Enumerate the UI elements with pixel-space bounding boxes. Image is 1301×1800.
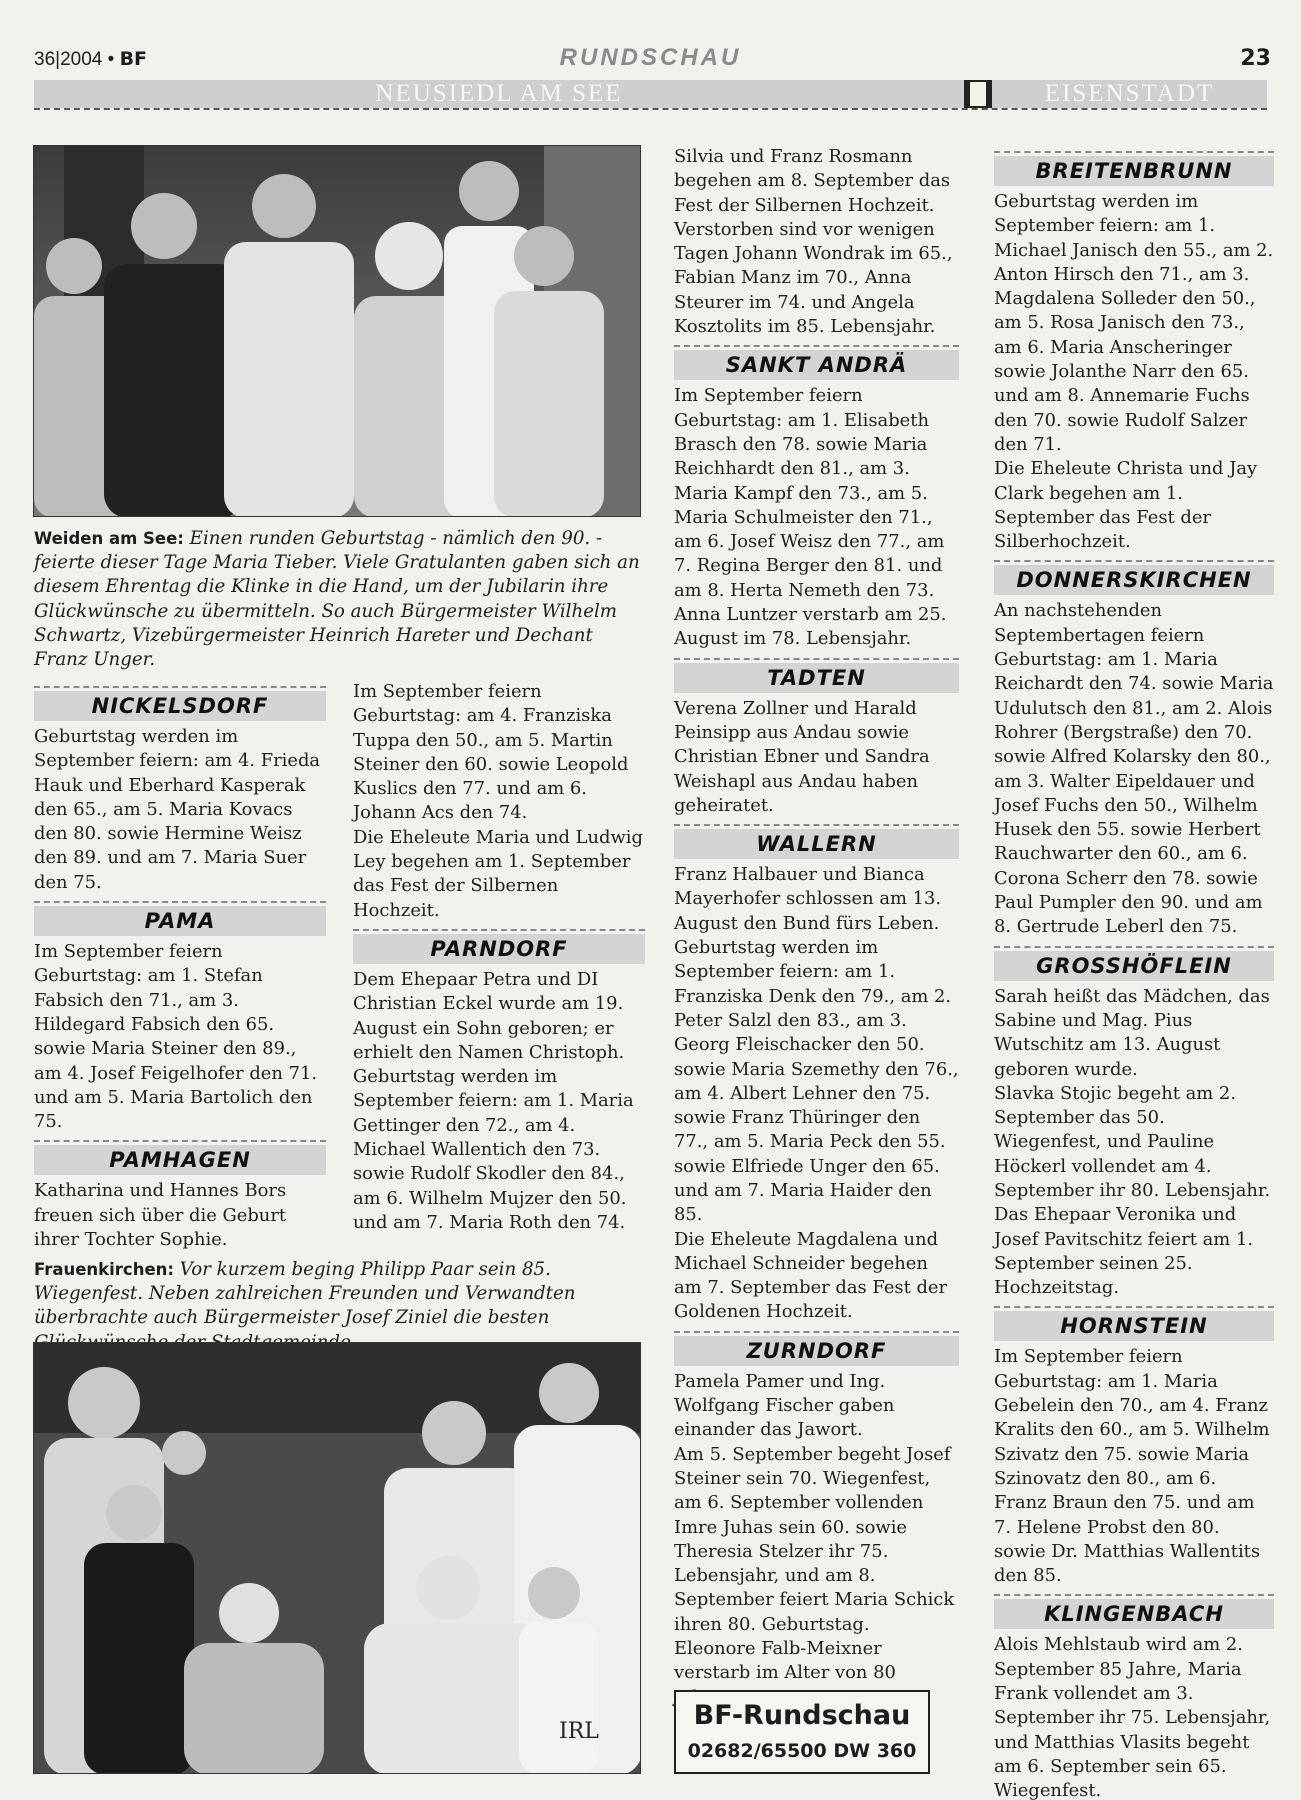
article-parndorf-1: Dem Ehepaar Petra und DI Christian Eckel wurde am 19. August ein Sohn geboren; er erhielt den Namen Christoph. [353,968,625,1063]
article-neusiedl-continued-4: Verstorben sind vor wenigen Tagen Johann Wondrak im 65., Fabian Manz im 70., Anna Steurer im 74. und Angela Kosztolits im 85. Lebensjahr. [674,218,953,338]
article-grosshoeflein-2: Slavka Stojic begeht am 2. September das 50. Wiegenfest, und Pauline Höckerl vollendet am 4. September ihr 80. Lebensjahr. [994,1082,1271,1201]
section-band-neusiedl: NEUSIEDL AM SEE [34,80,964,108]
article-nickelsdorf: Geburtstag werden im September feiern: am 4. Frieda Hauk und Eberhard Kasperak den 65., am 5. Maria Kovacs den 80. sowie Hermine Weisz den 89. und am 7. Maria Suer den 75. [34,726,321,893]
article-klingenbach: Alois Mehlstaub wird am 2. September 85 Jahre, Maria Frank vollendet am 3. September ihr 75. Lebensjahr, und Matthias Vlasits begeht am 6. September sein 65. Wiegenfest. [994,1634,1271,1800]
article-breitenbrunn-2: Die Eheleute Christa und Jay Clark begehen am 1. September das Fest der Silberhochzeit. [994,458,1258,553]
article-sankt-andrae-1: Im September feiern Geburtstag: am 1. Elisabeth Brasch den 78. sowie Maria Reichhardt den 81., am 3. Maria Kampf den 73., am 5. Maria Schulmeister den 71., am 6. Josef Weisz den 77., am 7. Regina Berger den 81. und am 8. Herta Nemeth den 73. [674,385,945,601]
section-heading-zurndorf: ZURNDORF [674,1331,959,1366]
article-zurndorf-1: Pamela Pamer und Ing. Wolfgang Fischer gaben einander das Jawort. [674,1370,895,1441]
column-4 [994,145,1274,1800]
article-zurndorf-2: Am 5. September begeht Josef Steiner sein 70. Wiegenfest, am 6. September vollenden Imre Juhas sein 60. sowie Theresia Stelzer ihr 75. Lebensjahr, und am 8. September feiert Maria Schick ihren 80. Geburtstag. [674,1443,955,1635]
section-heading-pamhagen: PAMHAGEN [34,1140,326,1175]
section-heading-parndorf: PARNDORF [353,929,645,964]
article-sankt-andrae-2: Anna Luntzer verstarb am 25. August im 78. Lebensjahr. [674,604,947,650]
article-wallern-3: Die Eheleute Magdalena und Michael Schneider begehen am 7. September das Fest der Goldenen Hochzeit. [674,1228,948,1323]
section-heading-grosshoeflein: GROSSHÖFLEIN [994,946,1274,981]
shirt-print: IRL [559,1719,599,1744]
article-parndorf-2: Geburtstag werden im September feiern: am 1. Maria Gettinger den 72., am 4. Michael Wallentich den 73. sowie Rudolf Skodler den 84., am 6. Wilhelm Mujzer den 50. und am 7. Maria Roth den 74. [353,1066,634,1233]
article-neusiedl-continued-1: Im September feiern Geburtstag: am 4. Franziska Tuppa den 50., am 5. Martin Steiner den 60. sowie Leopold Kuslics den 77. und am 6. Johann Acs den 74. [353,681,629,824]
page-number: 23 [1240,46,1271,71]
section-heading-pama: PAMA [34,901,326,936]
photo-caption-weiden [34,527,649,672]
photo-frauenkirchen [33,1342,641,1774]
article-zurndorf-3: Eleonore Falb-Meixner verstarb im Alter von 80 [674,1638,896,1684]
caption-place: Frauenkirchen: [34,1260,175,1279]
section-heading-wallern: WALLERN [674,824,959,859]
column-2 [353,680,645,1235]
article-tadten: Verena Zollner und Harald Peinsipp aus Andau sowie Christian Ebner und Sandra Weishapl aus Andau haben geheiratet. [674,697,930,816]
section-heading-nickelsdorf: NICKELSDORF [34,686,326,721]
article-wallern-1: Franz Halbauer und Bianca Mayerhofer schlossen am 13. August den Bund fürs Leben. [674,864,942,934]
article-grosshoeflein-1: Sarah heißt das Mädchen, das Sabine und Mag. Pius Wutschitz am 13. August geboren wurde. [994,985,1270,1080]
photo-weiden-am-see [33,145,641,517]
photo-caption-frauenkirchen [34,1258,649,1355]
article-hornstein: Im September feiern Geburtstag: am 1. Maria Gebelein den 70., am 4. Franz Kralits den 60., am 5. Wilhelm Szivatz den 75. sowie Maria Szinovatz den 80., am 6. Franz Braun den 75. und am 7. Helene Probst den 80. sowie Dr. Matthias Wallentits den 85. [994,1346,1270,1587]
header-dashed-rule [34,108,1267,110]
article-wallern-2: Geburtstag werden im September feiern: am 1. Franziska Denk den 79., am 2. Peter Salzl den 83., am 3. Georg Fleischacker den 50. sowie Maria Szemethy den 76., am 4. Albert Lehner den 75. sowie Franz Thüringer den 77., am 5. Maria Peck den 55. sowie Elfriede Unger den 65. und am 7. Maria Haider den 85. [674,937,959,1226]
article-neusiedl-continued-3: Silvia und Franz Rosmann begehen am 8. September das Fest der Silbernen Hochzeit. [674,146,951,216]
publication-title: RUNDSCHAU [559,44,742,71]
caption-text: Einen runden Geburtstag - nämlich den 90. - feierte dieser Tage Maria Tieber. Viele Gratulanten gaben sich an diesem Ehrentag die Klinke in die Hand, um der Jubilarin ihre Glückwünsche zu übermitteln. So auch Bürgermeister Wilhelm Schwartz, Vizebürgermeister Heinrich Hareter und Dechant Franz Unger. [34,528,640,671]
section-separator [964,80,992,108]
section-heading-donnerskirchen: DONNERSKIRCHEN [994,560,1274,595]
article-pamhagen: Katharina und Hannes Bors freuen sich über die Geburt ihrer Tochter Sophie. [34,1180,287,1251]
article-pama: Im September feiern Geburtstag: am 1. Stefan Fabsich den 71., am 3. Hildegard Fabsich den 65. sowie Maria Steiner den 89., am 4. Josef Feigelhofer den 71. und am 5. Maria Bartolich den 75. [34,941,318,1133]
article-grosshoeflein-3: Das Ehepaar Veronika und Josef Pavitschitz feiert am 1. September seinen 25. Hochzeitstag. [994,1204,1254,1299]
section-heading-hornstein: HORNSTEIN [994,1306,1274,1341]
issue-number: 36|2004 • BF [34,48,148,70]
caption-text: Vor kurzem beging Philipp Paar sein 85. Wiegenfest. Neben zahlreichen Freunden und Verwandten überbrachte auch Bürgermeister Josef Ziniel die besten [34,1259,576,1329]
column-1 [34,680,326,1252]
article-donnerskirchen: An nachstehenden Septembertagen feiern Geburtstag: am 1. Maria Reichardt den 74. sowie Maria Udulutsch den 81., am 2. Alois Rohrer (Bergstraße) den 70. sowie Alfred Kolarsky den 80., am 3. Walter Eipeldauer und Josef Fuchs den 50., Wilhelm Husek den 55. sowie Herbert Rauchwarter den 60., am 6. Corona Scherr den 78. sowie Paul Pumpler den 90. und am 8. Gertrude Leberl den 75. [994,600,1274,938]
section-band-eisenstadt: EISENSTADT [992,80,1267,108]
section-heading-tadten: TADTEN [674,658,959,693]
column-3 [674,145,959,1710]
contact-title: BF-Rundschau [693,1700,911,1731]
section-heading-klingenbach: KLINGENBACH [994,1594,1274,1629]
article-breitenbrunn-1: Geburtstag werden im September feiern: am 1. Michael Janisch den 55., am 2. Anton Hirsch den 71., am 3. Magdalena Solleder den 50., am 5. Rosa Janisch den 73., am 6. Maria Anscheringer sowie Jolanthe Narr den 65. und am 8. Annemarie Fuchs den 70. sowie Rudolf Salzer den 71. [994,191,1274,455]
section-heading-sankt-andrae: SANKT ANDRÄ [674,345,959,380]
brand-label: BF [119,48,148,70]
caption-place: Weiden am See: [34,529,184,548]
contact-box [674,1690,930,1774]
contact-phone: 02682/65500 DW 360 [687,1740,917,1762]
section-heading-breitenbrunn: BREITENBRUNN [994,151,1274,186]
article-neusiedl-continued-2: Die Eheleute Maria und Ludwig Ley begehen am 1. September das Fest der Silbernen Hochzeit. [353,826,643,921]
